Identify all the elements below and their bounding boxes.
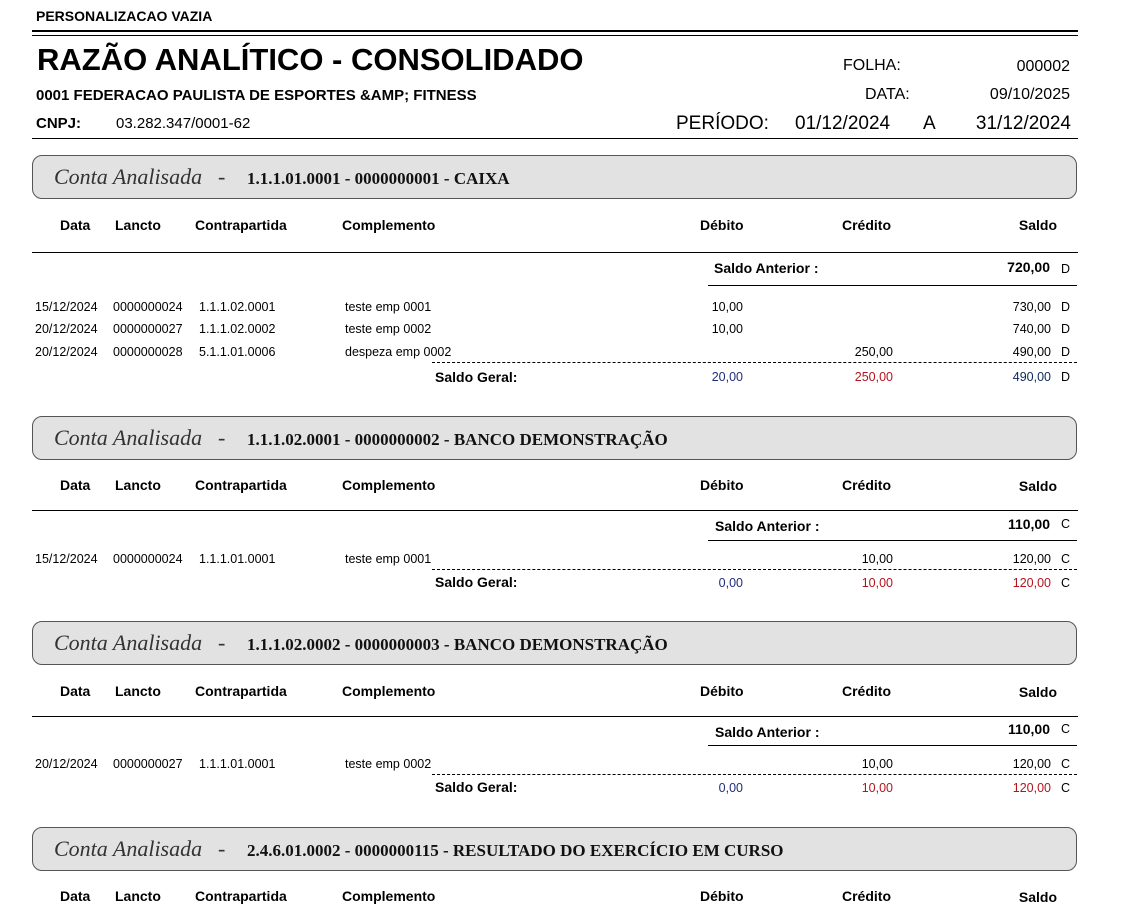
dash: - — [218, 425, 226, 450]
periodo-label: PERÍODO: — [676, 113, 769, 134]
cell-debito: 10,00 — [711, 322, 743, 336]
account-name: 1.1.1.01.0001 - 0000000001 - CAIXA — [247, 169, 510, 188]
data-label: DATA: — [865, 86, 910, 103]
cell-saldo: 490,00 — [1012, 345, 1051, 359]
periodo-end: 31/12/2024 — [975, 113, 1071, 134]
header-rule-top-thin — [32, 35, 1078, 36]
conta-analisada-label: Conta Analisada — [54, 630, 203, 655]
cell-credito: 10,00 — [861, 757, 893, 771]
data-value: 09/10/2025 — [989, 86, 1070, 103]
col-saldo: Saldo — [1018, 889, 1057, 905]
cnpj-value: 03.282.347/0001-62 — [116, 115, 251, 132]
account-panel-3 — [32, 621, 1077, 665]
col-contrapartida: Contrapartida — [195, 477, 287, 493]
cell-complemento: teste emp 0001 — [345, 300, 432, 314]
cell-debito: 10,00 — [711, 300, 743, 314]
col-saldo: Saldo — [1018, 478, 1057, 494]
saldo-anterior-rule — [708, 285, 1077, 286]
col-lancto: Lancto — [115, 477, 161, 493]
personalization-label: PERSONALIZACAO VAZIA — [36, 8, 213, 24]
account-name: 1.1.1.02.0001 - 0000000002 - BANCO DEMONSTRAÇÃO — [247, 430, 668, 449]
cell-contrapartida: 1.1.1.01.0001 — [199, 552, 276, 566]
cell-saldo: 730,00 — [1012, 300, 1051, 314]
saldo-anterior-value: 720,00 — [1007, 259, 1050, 275]
total-saldo: 120,00 — [1012, 576, 1051, 590]
col-debito: Débito — [700, 683, 744, 699]
saldo-anterior-label: Saldo Anterior : — [715, 724, 820, 740]
account-panel-1 — [32, 155, 1077, 199]
col-saldo: Saldo — [1018, 684, 1057, 700]
cell-lancto: 0000000024 — [113, 300, 183, 314]
cell-dc: C — [1061, 552, 1071, 566]
saldo-anterior-value: 110,00 — [1007, 721, 1050, 737]
dash: - — [218, 164, 226, 189]
cell-lancto: 0000000027 — [113, 322, 183, 336]
col-contrapartida: Contrapartida — [195, 217, 287, 233]
cell-data: 20/12/2024 — [35, 345, 98, 359]
col-credito: Crédito — [842, 477, 891, 493]
col-complemento: Complemento — [342, 888, 436, 904]
total-debito: 20,00 — [711, 370, 743, 384]
total-dc: D — [1061, 370, 1071, 384]
column-rule — [32, 716, 1078, 717]
saldo-anterior-label: Saldo Anterior : — [714, 260, 819, 276]
saldo-anterior-label: Saldo Anterior : — [715, 518, 820, 534]
col-complemento: Complemento — [342, 217, 436, 233]
column-rule — [32, 252, 1078, 253]
col-debito: Débito — [700, 477, 744, 493]
total-debito: 0,00 — [718, 781, 743, 795]
dash: - — [218, 630, 226, 655]
cell-contrapartida: 1.1.1.02.0001 — [199, 300, 276, 314]
account-name: 1.1.1.02.0002 - 0000000003 - BANCO DEMONSTRAÇÃO — [247, 635, 668, 654]
conta-analisada-label: Conta Analisada — [54, 425, 203, 450]
total-rule — [432, 774, 1077, 775]
saldo-anterior-dc: C — [1061, 722, 1071, 736]
saldo-geral-label: Saldo Geral: — [435, 779, 518, 795]
conta-analisada-label: Conta Analisada — [54, 836, 203, 861]
cell-credito: 250,00 — [854, 345, 893, 359]
cell-data: 15/12/2024 — [35, 300, 98, 314]
periodo-separator: A — [923, 113, 936, 134]
col-data: Data — [60, 217, 91, 233]
col-credito: Crédito — [842, 888, 891, 904]
col-lancto: Lancto — [115, 683, 161, 699]
col-complemento: Complemento — [342, 683, 436, 699]
conta-analisada-label: Conta Analisada — [54, 164, 203, 189]
cell-credito: 10,00 — [861, 552, 893, 566]
total-rule — [432, 569, 1077, 570]
company-name: 0001 FEDERACAO PAULISTA DE ESPORTES &AMP; FITNESS — [36, 87, 477, 104]
column-rule — [32, 510, 1078, 511]
cell-lancto: 0000000024 — [113, 552, 183, 566]
folha-value: 000002 — [1016, 58, 1070, 75]
saldo-geral-label: Saldo Geral: — [435, 369, 518, 385]
total-credito: 10,00 — [861, 781, 893, 795]
col-saldo: Saldo — [1018, 217, 1057, 233]
report-title: RAZÃO ANALÍTICO - CONSOLIDADO — [37, 42, 584, 77]
total-dc: C — [1061, 781, 1071, 795]
total-debito: 0,00 — [718, 576, 743, 590]
saldo-anterior-rule — [708, 745, 1077, 746]
account-panel-4 — [32, 827, 1077, 871]
cell-complemento: despeza emp 0002 — [345, 345, 452, 359]
col-data: Data — [60, 888, 91, 904]
cell-lancto: 0000000027 — [113, 757, 183, 771]
saldo-geral-label: Saldo Geral: — [435, 574, 518, 590]
cell-complemento: teste emp 0001 — [345, 552, 432, 566]
cell-data: 20/12/2024 — [35, 322, 98, 336]
folha-label: FOLHA: — [843, 57, 901, 74]
col-complemento: Complemento — [342, 477, 436, 493]
col-credito: Crédito — [842, 683, 891, 699]
cell-dc: D — [1061, 345, 1071, 359]
cell-data: 20/12/2024 — [35, 757, 98, 771]
cell-contrapartida: 1.1.1.01.0001 — [199, 757, 276, 771]
col-credito: Crédito — [842, 217, 891, 233]
cell-saldo: 120,00 — [1012, 552, 1051, 566]
cell-lancto: 0000000028 — [113, 345, 183, 359]
account-panel-2 — [32, 416, 1077, 460]
col-data: Data — [60, 477, 91, 493]
col-debito: Débito — [700, 888, 744, 904]
total-rule — [432, 362, 1077, 363]
cnpj-label: CNPJ: — [36, 115, 82, 132]
saldo-anterior-dc: C — [1061, 517, 1071, 531]
saldo-anterior-value: 110,00 — [1007, 516, 1050, 532]
cell-contrapartida: 1.1.1.02.0002 — [199, 322, 276, 336]
cell-dc: C — [1061, 757, 1071, 771]
saldo-anterior-rule — [708, 540, 1077, 541]
col-lancto: Lancto — [115, 217, 161, 233]
cell-complemento: teste emp 0002 — [345, 322, 432, 336]
saldo-anterior-dc: D — [1061, 262, 1071, 276]
total-credito: 250,00 — [854, 370, 893, 384]
col-contrapartida: Contrapartida — [195, 888, 287, 904]
total-credito: 10,00 — [861, 576, 893, 590]
cell-data: 15/12/2024 — [35, 552, 98, 566]
header-rule-top — [32, 30, 1078, 32]
total-saldo: 120,00 — [1012, 781, 1051, 795]
account-name: 2.4.6.01.0002 - 0000000115 - RESULTADO DO EXERCÍCIO EM CURSO — [247, 841, 784, 860]
cell-saldo: 120,00 — [1012, 757, 1051, 771]
header-rule-bottom — [32, 138, 1078, 139]
col-lancto: Lancto — [115, 888, 161, 904]
cell-contrapartida: 5.1.1.01.0006 — [199, 345, 276, 359]
total-saldo: 490,00 — [1012, 370, 1051, 384]
total-dc: C — [1061, 576, 1071, 590]
col-debito: Débito — [700, 217, 744, 233]
cell-dc: D — [1061, 322, 1071, 336]
col-data: Data — [60, 683, 91, 699]
dash: - — [218, 836, 226, 861]
periodo-start: 01/12/2024 — [795, 113, 891, 134]
cell-complemento: teste emp 0002 — [345, 757, 432, 771]
cell-saldo: 740,00 — [1012, 322, 1051, 336]
col-contrapartida: Contrapartida — [195, 683, 287, 699]
cell-dc: D — [1061, 300, 1071, 314]
